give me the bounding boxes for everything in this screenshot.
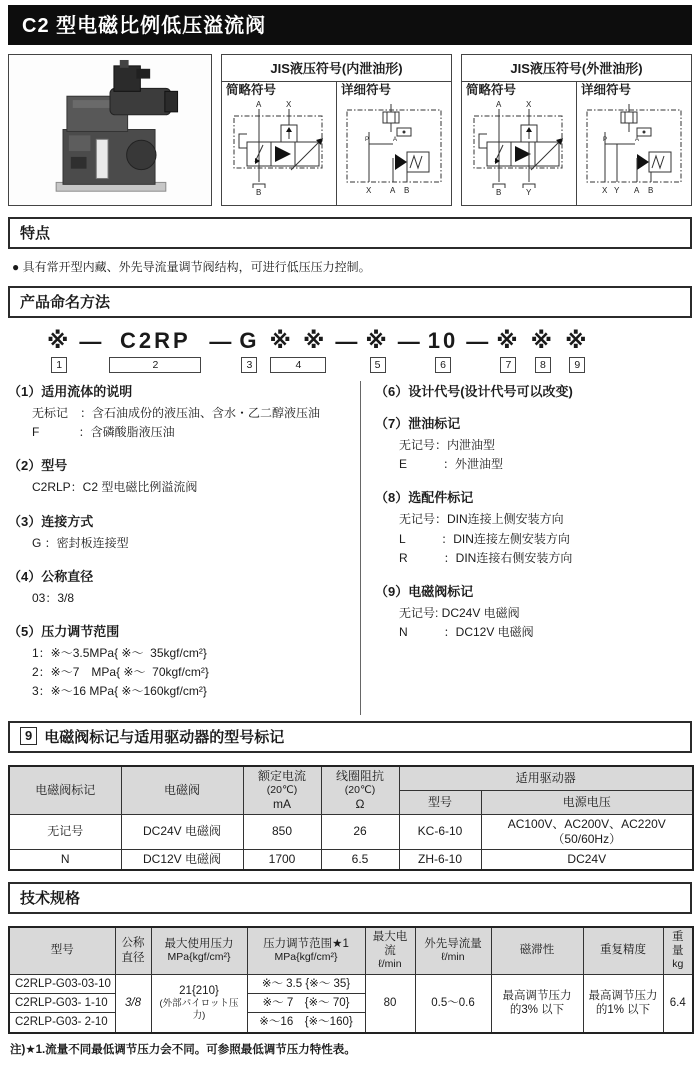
detailed-symbol-panel	[576, 82, 691, 205]
svg-text:X: X	[366, 185, 372, 195]
naming-item-6: （6）设计代号(设计代号可以改变)	[375, 384, 573, 399]
diagram-title: JIS液压符号(外泄油形)	[462, 55, 691, 82]
code-dash: —	[79, 329, 102, 354]
naming-item-4: （4）公称直径 03：3/8	[8, 568, 94, 605]
svg-text:X: X	[602, 185, 608, 195]
col-header-driver-group: 适用驱动器	[399, 766, 693, 791]
features-heading: 特点	[8, 217, 692, 249]
svg-text:X: X	[286, 99, 292, 109]
footnote: 注)★1.流量不同最低调节压力会不同。可参照最低调节压力特性表。	[10, 1043, 356, 1056]
col-header-driver-model: 型号	[399, 790, 481, 814]
svg-text:A: A	[635, 136, 640, 143]
col-header-impedance: 线圈阻抗 (20℃) Ω	[321, 766, 399, 815]
jis-symbol-box-internal-drain	[221, 54, 452, 206]
col-header-valve: 电磁阀	[121, 766, 243, 815]
spec-col-repeatability: 重复精度	[583, 927, 663, 974]
weight-value: 6.4	[663, 974, 693, 1033]
pilot-flow-value: 0.5～0.6	[415, 974, 491, 1033]
detailed-symbol-panel	[336, 82, 451, 205]
spec-col-max-current: 最大电流 ℓ/min	[365, 927, 415, 974]
naming-item-5: （5）压力调节范围 1：※～3.5MPa{ ※～ 35kgf/cm²} 2：※～7 MPa{ ※～ 70kgf/cm²} 3：※～16 MPa{ ※～160kgf/cm²}	[8, 623, 209, 699]
product-photo	[8, 54, 212, 206]
naming-column-right	[360, 381, 692, 715]
section-number-box: 9	[20, 727, 37, 745]
naming-heading: 产品命名方法	[8, 286, 692, 318]
col-header-mark: 电磁阀标记	[9, 766, 121, 815]
svg-text:A: A	[634, 185, 640, 195]
bullet-icon: ●	[12, 260, 20, 274]
code-num-box: 2	[109, 357, 201, 373]
top-row	[8, 54, 692, 206]
code-num-box: 9	[569, 357, 585, 373]
table-row: C2RLP-G03- 1-10 ※～ 7 {※～ 70}	[9, 993, 693, 1012]
repeatability-value: 最高调节压力 的1% 以下	[583, 974, 663, 1033]
simplified-symbol-panel	[222, 82, 336, 205]
pressure-range-value: ※～ 7 {※～ 70}	[247, 993, 365, 1012]
svg-text:A: A	[393, 136, 398, 143]
naming-explanations	[8, 381, 692, 715]
naming-item-3: （3）连接方式 G ：密封板连接型	[8, 513, 129, 550]
diagram-title: JIS液压符号(内泄油形)	[222, 55, 451, 82]
svg-text:B: B	[648, 185, 654, 195]
code-part: C2RP	[120, 328, 191, 353]
svg-text:A: A	[496, 99, 502, 109]
code-num-box: 8	[535, 357, 551, 373]
code-num-box: 1	[51, 357, 67, 373]
naming-item-1: （1）适用流体的说明 无标记 ：含石油成份的液压油、含水・乙二醇液压油 F ：含磷酸脂液压油	[8, 384, 321, 440]
code-part: ※	[47, 328, 72, 353]
max-current-value: 80	[365, 974, 415, 1033]
spec-col-pressure-range: 压力调节范围★1 MPa{kgf/cm²}	[247, 927, 365, 974]
col-header-current: 额定电流 (20℃) mA	[243, 766, 321, 815]
naming-column-left	[8, 381, 360, 715]
symbol-label: 详细符号	[581, 83, 632, 97]
max-pressure-value: 21{210} (外部パイロット压力)	[151, 974, 247, 1033]
spec-col-hysteresis: 磁滞性	[491, 927, 583, 974]
code-part: ※ ※	[269, 328, 328, 353]
code-dash: —	[466, 329, 489, 354]
spec-col-max-pressure: 最大使用压力 MPa{kgf/cm²}	[151, 927, 247, 974]
naming-item-2: （2）型号 C2RLP：C2 型电磁比例溢流阀	[8, 458, 198, 495]
code-part: ※	[365, 328, 390, 353]
symbol-label: 简略符号	[466, 83, 517, 97]
feature-text: 具有常开型内藏、外先导流量调节阀结构，可进行低压压力控制。	[22, 260, 371, 274]
symbol-label: 详细符号	[341, 83, 392, 97]
symbol-label: 简略符号	[226, 83, 277, 97]
table-row: N DC12V 电磁阀 1700 6.5 ZH-6-10 DC24V	[9, 849, 693, 870]
simplified-symbol-external	[466, 98, 572, 196]
specs-table	[8, 926, 694, 1034]
specs-heading: 技术规格	[8, 882, 692, 914]
naming-item-7: （7）泄油标记 无记号：内泄油型 E ：外泄油型	[375, 416, 504, 472]
pressure-range-value: ※～ 3.5 {※～ 35}	[247, 974, 365, 993]
table-row: C2RLP-G03- 2-10 ※～16 {※～160}	[9, 1013, 693, 1033]
col-header-driver-voltage: 电源电压	[481, 790, 693, 814]
hysteresis-value: 最高调节压力 的3% 以下	[491, 974, 583, 1033]
svg-text:A: A	[256, 99, 262, 109]
jis-symbol-box-external-drain	[461, 54, 692, 206]
code-num-box: 6	[435, 357, 451, 373]
table-row: 无记号 DC24V 电磁阀 850 26 KC-6-10 AC100V、AC200V、AC220V（50/60Hz）	[9, 814, 693, 849]
spec-col-model: 型号	[9, 927, 115, 974]
svg-text:P: P	[365, 136, 370, 143]
detailed-symbol-external	[581, 98, 687, 196]
valve-photo-illustration	[12, 59, 208, 201]
model-code-row	[42, 330, 692, 373]
code-num-box: 7	[500, 357, 516, 373]
svg-text:Y: Y	[614, 185, 620, 195]
svg-text:X: X	[526, 99, 532, 109]
section-title: 电磁阀标记与适用驱动器的型号标记	[44, 728, 285, 746]
spec-col-weight: 重量 kg	[663, 927, 693, 974]
svg-text:B: B	[496, 187, 502, 197]
code-dash: —	[335, 329, 358, 354]
feature-bullet-line	[12, 258, 688, 275]
naming-item-9: （9）电磁阀标记 无记号: DC24V 电磁阀 N ：DC12V 电磁阀	[375, 583, 534, 640]
code-part: G	[239, 328, 260, 353]
page-title: C2 型电磁比例低压溢流阀	[8, 5, 692, 45]
diameter-value: 3/8	[115, 974, 151, 1033]
code-num-box: 5	[370, 357, 386, 373]
solenoid-section-heading	[8, 721, 692, 753]
code-dash: —	[209, 329, 232, 354]
code-dash: —	[397, 329, 420, 354]
svg-text:B: B	[404, 185, 410, 195]
code-part: ※	[530, 328, 556, 353]
table-row: C2RLP-G03-03-10 3/8 21{210} (外部パイロット压力) ※～ 3.5 {※～ 35} 80 0.5～0.6 最高调节压力 的3% 以下 最高调节压力 的1% 以下 6.4	[9, 974, 693, 993]
spec-col-diameter: 公称 直径	[115, 927, 151, 974]
code-part: ※	[565, 328, 590, 353]
code-part: 10	[427, 328, 459, 353]
code-part: ※	[496, 328, 521, 353]
svg-text:Y: Y	[526, 187, 532, 197]
solenoid-driver-table	[8, 765, 694, 871]
detailed-symbol-internal	[341, 98, 447, 196]
spec-col-pilot-flow: 外先导流量 ℓ/min	[415, 927, 491, 974]
naming-item-8: （8）选配件标记 无记号：DIN连接上侧安装方向 L ：DIN连接左侧安装方向 R ：DIN连接右侧安装方向	[375, 490, 573, 565]
svg-text:P: P	[603, 136, 608, 143]
svg-text:A: A	[390, 185, 396, 195]
pressure-range-value: ※～16 {※～160}	[247, 1013, 365, 1033]
simplified-symbol-internal	[226, 98, 332, 196]
svg-text:B: B	[256, 187, 262, 197]
simplified-symbol-panel	[462, 82, 576, 205]
code-num-box: 3	[241, 357, 257, 373]
code-num-box: 4	[270, 357, 326, 373]
